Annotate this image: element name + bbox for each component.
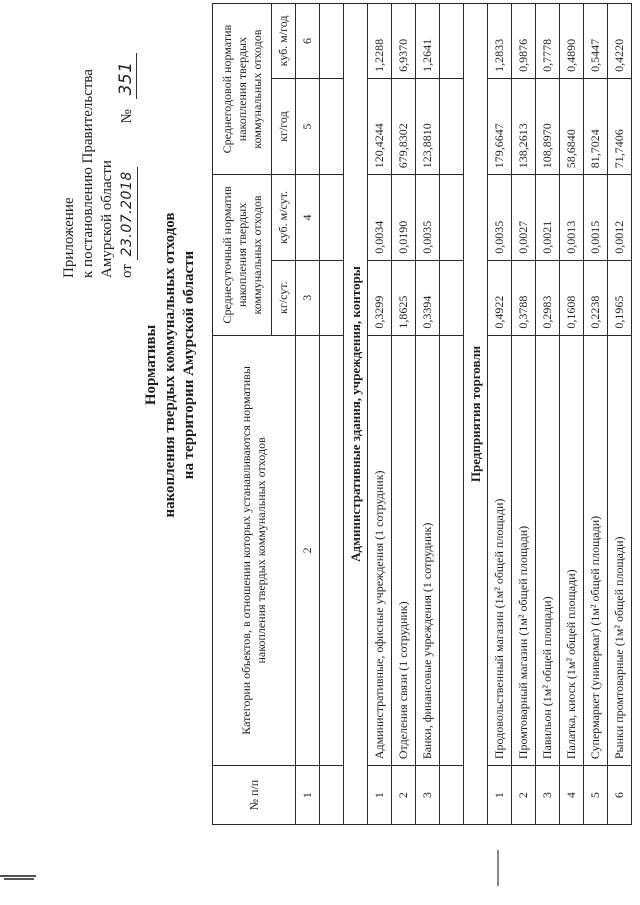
row-number: 1 (368, 766, 392, 825)
header-category: Категории объектов, в отношении которых устанавливаются нормативы накопления твердых коммунальных отходов (213, 335, 296, 766)
appendix-date-line (117, 0, 138, 278)
section-heading-row (464, 4, 488, 825)
row-kg-year: 58,6840 (560, 78, 584, 174)
row-kg-day: 0,3788 (512, 260, 536, 335)
section-heading-row (344, 4, 368, 825)
spacer-cell (440, 78, 464, 174)
row-m3-year: 1,2833 (488, 4, 512, 79)
index-5: 5 (296, 78, 320, 174)
row-number: 2 (512, 766, 536, 825)
appendix-block (60, 0, 138, 278)
row-m3-day: 0,0027 (512, 175, 536, 261)
table-spacer-row (320, 4, 344, 825)
table-row (368, 4, 392, 825)
header-yearly: Среднегодовой норматив накопления твердых коммунальных отходов (213, 4, 272, 175)
row-m3-day: 0,0021 (536, 175, 560, 261)
index-4: 4 (296, 175, 320, 261)
row-m3-day: 0,0013 (560, 175, 584, 261)
row-kg-year: 138,2613 (512, 78, 536, 174)
table-row (512, 4, 536, 825)
row-kg-day: 0,1965 (608, 260, 632, 335)
title-line-3: на территории Амурской области (181, 250, 197, 480)
row-m3-day: 0,0035 (488, 175, 512, 261)
row-number: 3 (416, 766, 440, 825)
row-kg-day: 0,3299 (368, 260, 392, 335)
row-category: Палатка, киоск (1м² общей площади) (560, 335, 584, 766)
spacer-cell (440, 175, 464, 261)
appendix-line-1: Приложение (61, 197, 77, 278)
row-category: Отделения связи (1 сотрудник) (392, 335, 416, 766)
row-m3-year: 6,9370 (392, 4, 416, 79)
appendix-line-3: Амурской области (99, 160, 115, 278)
row-kg-year: 108,8970 (536, 78, 560, 174)
handwritten-number: 351 (117, 53, 137, 99)
row-m3-year: 0,5447 (584, 4, 608, 79)
table-spacer-row (440, 4, 464, 825)
row-kg-day: 1,8625 (392, 260, 416, 335)
spacer-cell (320, 175, 344, 261)
table-row (488, 4, 512, 825)
header-daily: Среднесуточный норматив накопления твердых коммунальных отходов (213, 175, 272, 335)
date-prefix: от (119, 264, 135, 278)
title-line-1: Нормативы (143, 324, 159, 406)
row-m3-year: 0,4890 (560, 4, 584, 79)
spacer-cell (320, 335, 344, 766)
row-kg-year: 81,7024 (584, 78, 608, 174)
row-category: Административные, офисные учреждения (1 сотрудник) (368, 335, 392, 766)
row-kg-day: 0,2983 (536, 260, 560, 335)
row-m3-day: 0,0035 (416, 175, 440, 261)
spacer-cell (440, 766, 464, 825)
unit-m3-year: куб. м/год (272, 4, 296, 79)
unit-m3-day: куб. м/сут. (272, 175, 296, 261)
row-category: Банки, финансовые учреждения (1 сотрудник) (416, 335, 440, 766)
spacer-cell (320, 4, 344, 79)
handwritten-date: 23.07.2018 (118, 167, 138, 260)
row-kg-day: 0,1608 (560, 260, 584, 335)
table-row (608, 4, 632, 825)
spacer-cell (320, 766, 344, 825)
row-kg-year: 123,8810 (416, 78, 440, 174)
row-kg-year: 71,7406 (608, 78, 632, 174)
table-row (392, 4, 416, 825)
table-index-row (296, 4, 320, 825)
row-number: 3 (536, 766, 560, 825)
row-m3-day: 0,0012 (608, 175, 632, 261)
row-kg-day: 0,4922 (488, 260, 512, 335)
row-kg-day: 0,2238 (584, 260, 608, 335)
row-number: 4 (560, 766, 584, 825)
row-kg-day: 0,3394 (416, 260, 440, 335)
unit-kg-day: кг/сут. (272, 260, 296, 335)
spacer-cell (440, 260, 464, 335)
row-category: Промтоварный магазин (1м² общей площади) (512, 335, 536, 766)
row-number: 6 (608, 766, 632, 825)
index-2: 2 (296, 335, 320, 766)
document-title (142, 125, 199, 605)
number-prefix: № (119, 109, 135, 124)
spacer-cell (320, 78, 344, 174)
table-header-row (213, 4, 272, 825)
index-6: 6 (296, 4, 320, 79)
row-category: Продовольственный магазин (1м² общей площади) (488, 335, 512, 766)
row-category: Рынки промтоварные (1м² общей площади) (608, 335, 632, 766)
spacer-cell (440, 335, 464, 766)
header-num: № п/п (213, 766, 296, 825)
row-m3-day: 0,0034 (368, 175, 392, 261)
row-m3-day: 0,0015 (584, 175, 608, 261)
section-title: Предприятия торговли (464, 4, 488, 825)
row-number: 2 (392, 766, 416, 825)
row-kg-year: 179,6647 (488, 78, 512, 174)
index-3: 3 (296, 260, 320, 335)
row-m3-year: 0,7778 (536, 4, 560, 79)
row-category: Павильон (1м² общей площади) (536, 335, 560, 766)
index-1: 1 (296, 766, 320, 825)
row-number: 1 (488, 766, 512, 825)
row-kg-year: 120,4244 (368, 78, 392, 174)
row-category: Супермаркет (универмаг) (1м² общей площади) (584, 335, 608, 766)
spacer-cell (320, 260, 344, 335)
title-line-2: накопления твердых коммунальных отходов (162, 212, 178, 518)
section-title: Административные здания, учреждения, конторы (344, 4, 368, 825)
row-m3-year: 1,2641 (416, 4, 440, 79)
appendix-line-2: к постановлению Правительства (80, 69, 96, 278)
table-row (536, 4, 560, 825)
table-row (584, 4, 608, 825)
unit-kg-year: кг/год (272, 78, 296, 174)
row-kg-year: 679,8302 (392, 78, 416, 174)
table-row (416, 4, 440, 825)
row-number: 5 (584, 766, 608, 825)
row-m3-year: 0,9876 (512, 4, 536, 79)
row-m3-year: 1,2288 (368, 4, 392, 79)
table-row (560, 4, 584, 825)
row-m3-year: 0,4220 (608, 4, 632, 79)
row-m3-day: 0,0190 (392, 175, 416, 261)
norms-table (212, 3, 632, 825)
spacer-cell (440, 4, 464, 79)
